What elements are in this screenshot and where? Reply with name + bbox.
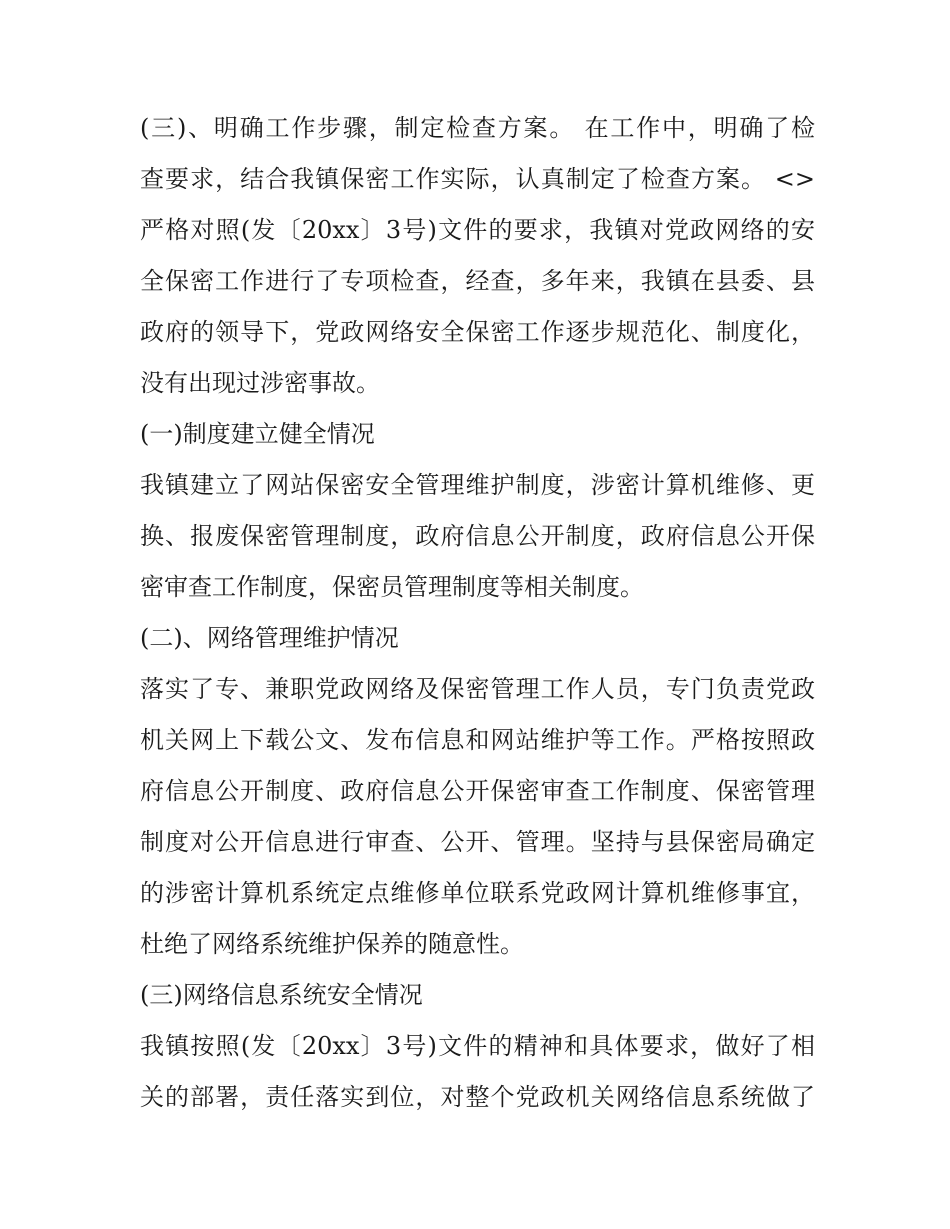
- text-line: 关的部署，责任落实到位，对整个党政机关网络信息系统做了: [140, 1083, 815, 1111]
- section-heading: (三)网络信息系统安全情况: [140, 981, 423, 1009]
- text-line: 我镇按照(发〔20xx〕3号)文件的精神和具体要求，做好了相: [140, 1032, 815, 1060]
- text-line: 政府的领导下，党政网络安全保密工作逐步规范化、制度化，: [140, 318, 815, 346]
- text-line: 我镇建立了网站保密安全管理维护制度，涉密计算机维修、更: [140, 471, 815, 499]
- text-line: 换、报废保密管理制度，政府信息公开制度，政府信息公开保: [140, 522, 815, 550]
- section-heading: (二)、网络管理维护情况: [140, 624, 399, 652]
- text-line: 杜绝了网络系统维护保养的随意性。: [140, 930, 524, 958]
- text-line: 查要求，结合我镇保密工作实际，认真制定了检查方案。 <>: [140, 165, 815, 193]
- text-line: 府信息公开制度、政府信息公开保密审查工作制度、保密管理: [140, 777, 815, 805]
- text-line: 严格对照(发〔20xx〕3号)文件的要求，我镇对党政网络的安: [140, 216, 815, 244]
- text-line: 全保密工作进行了专项检查，经查，多年来，我镇在县委、县: [140, 267, 815, 295]
- section-heading: (一)制度建立健全情况: [140, 420, 375, 448]
- text-line: 落实了专、兼职党政网络及保密管理工作人员，专门负责党政: [140, 675, 815, 703]
- text-line: 机关网上下载公文、发布信息和网站维护等工作。严格按照政: [140, 726, 815, 754]
- text-line: 密审查工作制度，保密员管理制度等相关制度。: [140, 573, 644, 601]
- text-line: 制度对公开信息进行审查、公开、管理。坚持与县保密局确定: [140, 828, 815, 856]
- text-line: 没有出现过涉密事故。: [140, 369, 380, 397]
- text-line: 的涉密计算机系统定点维修单位联系党政网计算机维修事宜，: [140, 879, 815, 907]
- text-line: (三)、明确工作步骤，制定检查方案。 在工作中，明确了检: [140, 114, 815, 142]
- document-body: [140, 103, 815, 1123]
